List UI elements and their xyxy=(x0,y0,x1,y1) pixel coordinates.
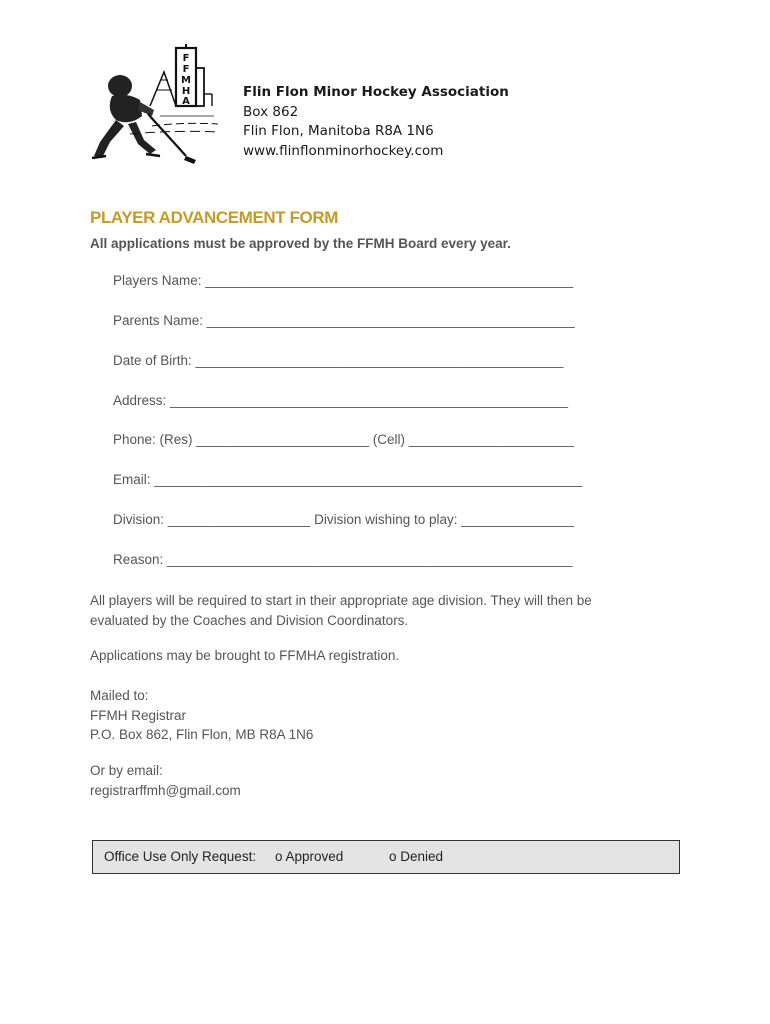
mailed-label: Mailed to: xyxy=(90,688,149,703)
form-title: PLAYER ADVANCEMENT FORM xyxy=(90,208,339,227)
office-use-box xyxy=(92,840,680,874)
svg-text:H: H xyxy=(181,86,191,97)
email-block xyxy=(90,761,241,800)
organization-city: Flin Flon, Manitoba R8A 1N6 xyxy=(243,123,434,139)
organization-block xyxy=(243,83,509,161)
reason-field[interactable]: Reason: ______________________________________________________ xyxy=(113,552,573,567)
players-name-field[interactable]: Players Name: _________________________________________________ xyxy=(113,273,574,288)
organization-website[interactable]: www.flinflonminorhockey.com xyxy=(243,142,444,159)
address-field[interactable]: Address: _____________________________________________________ xyxy=(113,393,568,408)
phone-field[interactable]: Phone: (Res) _______________________ (Cell) ______________________ xyxy=(113,432,574,447)
applications-note: Applications may be brought to FFMHA registration. xyxy=(90,648,400,663)
advancement-note xyxy=(90,591,592,630)
advancement-note-line-1: All players will be required to start in their appropriate age division. They will then be xyxy=(90,593,592,608)
advancement-note-line-2: evaluated by the Coaches and Division Coordinators. xyxy=(90,612,409,628)
denied-option[interactable]: o Denied xyxy=(389,849,444,864)
form-subtitle: All applications must be approved by the FFMH Board every year. xyxy=(90,236,511,251)
mailed-name: FFMH Registrar xyxy=(90,707,187,723)
email-field[interactable]: Email: _________________________________________________________ xyxy=(113,472,583,487)
svg-text:A: A xyxy=(182,96,190,107)
approved-option[interactable]: o Approved xyxy=(275,849,344,864)
svg-text:F: F xyxy=(182,64,190,75)
email-label: Or by email: xyxy=(90,763,163,778)
office-use-label: Office Use Only Request: xyxy=(104,849,257,864)
organization-name: Flin Flon Minor Hockey Association xyxy=(243,84,509,100)
svg-text:F: F xyxy=(182,53,190,64)
parents-name-field[interactable]: Parents Name: _________________________________________________ xyxy=(113,313,575,328)
svg-text:M: M xyxy=(181,75,191,86)
mailed-address: P.O. Box 862, Flin Flon, MB R8A 1N6 xyxy=(90,727,314,742)
mailing-block xyxy=(90,686,313,745)
registrar-email[interactable]: registrarffmh@gmail.com xyxy=(90,782,241,798)
ffmha-logo xyxy=(90,44,220,170)
organization-box: Box 862 xyxy=(243,103,299,120)
date-of-birth-field[interactable]: Date of Birth: _________________________________________________ xyxy=(113,353,564,368)
division-field[interactable]: Division: ___________________ Division wishing to play: _______________ xyxy=(113,512,574,527)
